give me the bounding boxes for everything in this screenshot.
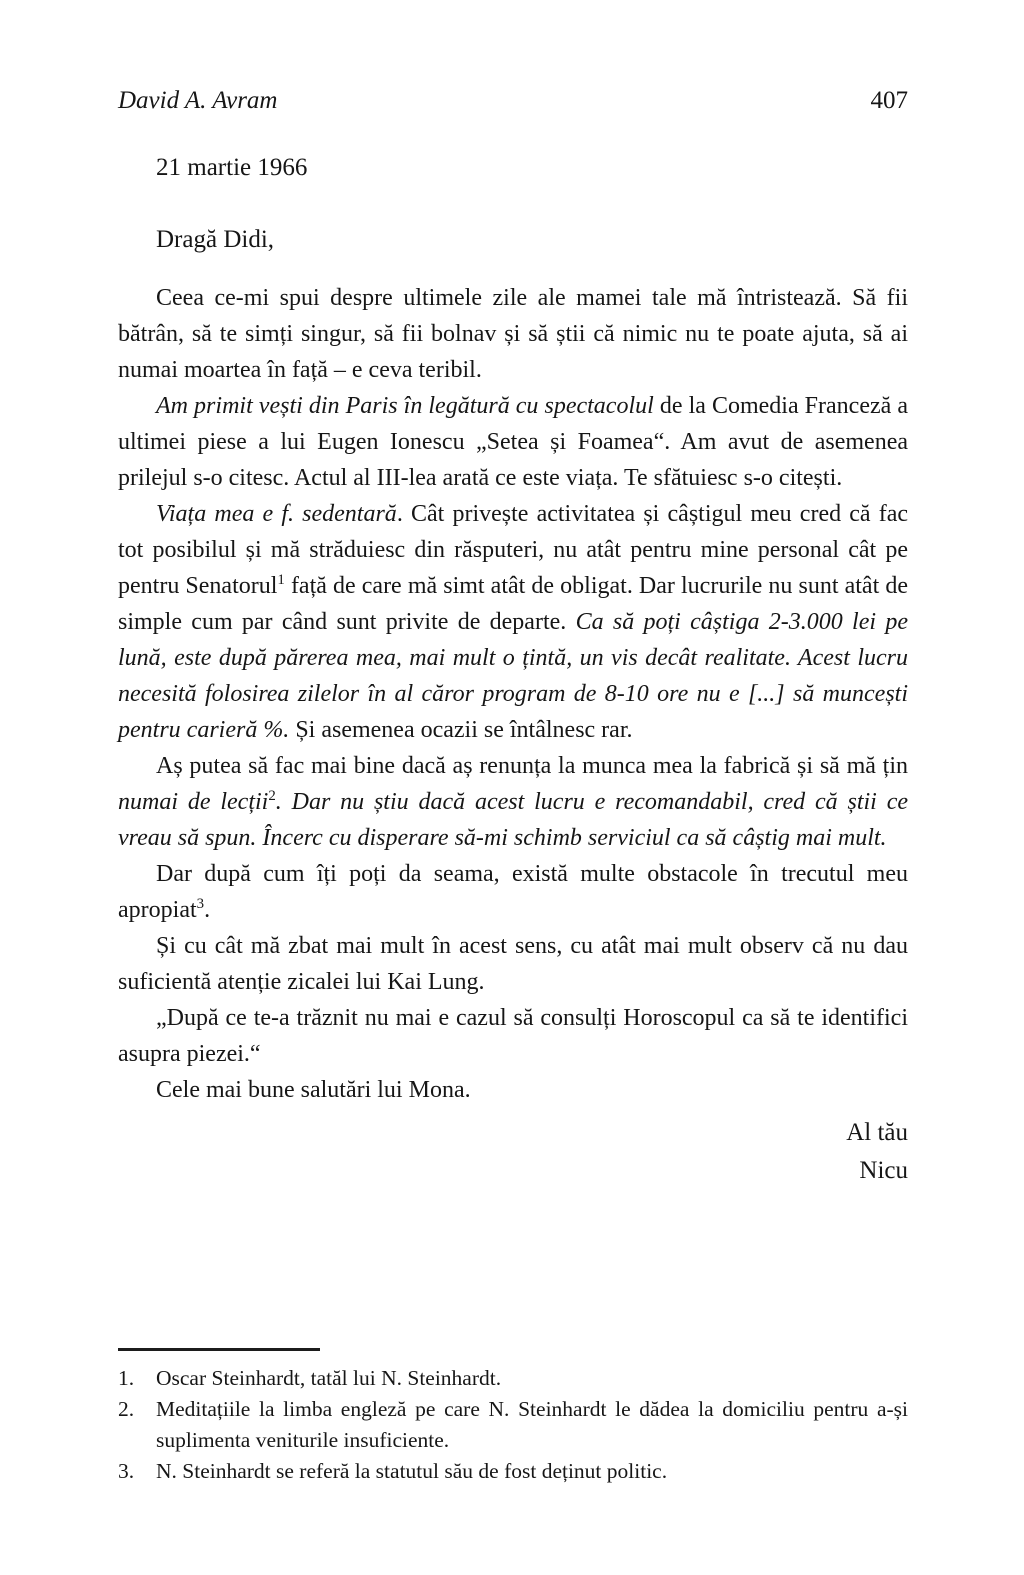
date-line: 21 martie 1966 [156,154,308,181]
signature-line-name: Nicu [859,1157,908,1184]
footnote-reference: 1 [277,572,285,588]
text-run: Dar după cum îți poți da seama, există multe obstacole în trecutul meu apropiat [118,861,908,923]
letter-paragraph [118,280,908,388]
running-header [118,86,908,116]
italic-run: numai de lecții [118,789,269,815]
letter-paragraph [118,748,908,856]
letter-paragraph [118,496,908,748]
footnote-separator [118,1348,320,1351]
footnote-area [118,1348,908,1487]
italic-run: Ca să poți câștiga 2-3.000 lei pe lună, este după părerea mea, mai mult o țintă, un vis decât realitate. Acest lucru necesită folosirea zilelor în al căror program de 8-10 ore nu e [...] să muncești pentru carieră %. [118,609,908,743]
letter-paragraph [118,928,908,1000]
text-run: Ceea ce-mi spui despre ultimele zile ale mamei tale mă întristează. Să fii bătrân, să te simți singur, să fii bolnav și să știi că nimic nu te poate ajuta, să ai numai moartea în față – e ceva teribil. [118,285,908,383]
footnote-reference: 2 [268,788,276,804]
text-run: Aș putea să fac mai bine dacă aș renunța la munca mea la fabrică și să mă țin [156,753,908,779]
footnote-reference: 3 [196,896,205,912]
footnotes-list [118,1363,908,1487]
footnote-number: 3. [118,1459,135,1483]
salutation: Dragă Didi, [156,226,275,253]
text-run: . Cât privește activitatea și câștigul meu cred că fac tot posibilul și mă străduiesc din răsputeri, nu atât pentru mine personal cât pe pentru Senatorul [118,501,909,599]
letter-paragraph [118,388,908,496]
footnote-text: Oscar Steinhardt, tatăl lui N. Steinhardt. [156,1366,502,1390]
signature-line-closing: Al tău [846,1119,908,1146]
text-run: Și asemenea ocazii se întâlnesc rar. [289,717,633,743]
letter-body [118,280,908,1108]
footnote-number: 2. [118,1397,135,1421]
page-number: 407 [870,87,908,114]
footnote-number: 1. [118,1366,135,1390]
footnote-item [118,1394,908,1456]
footnote-item [118,1363,908,1394]
footnote-text: Meditațiile la limba engleză pe care N. Steinhardt le dădea la domiciliu pentru a-și suplimenta veniturile insuficiente. [156,1397,908,1452]
italic-run: . Dar nu știu dacă acest lucru e recomandabil, cred că știi ce vreau să spun. Încerc cu disperare să-mi schimb serviciul ca să câștig mai mult. [118,789,908,851]
letter-paragraph [118,1072,908,1108]
text-run: de la Comedia Franceză a ultimei piese a lui Eugen Ionescu „Setea și Foamea“. Am avut de asemenea prilejul s-o citesc. Actul al III-lea arată ce este viața. Te sfătuiesc s-o citești. [118,393,908,491]
italic-run: Am primit vești din Paris în legătură cu spectacolul [156,393,654,419]
running-header-author: David A. Avram [118,87,278,114]
signature-block [118,1114,908,1190]
text-run: . [204,897,211,923]
text-run: Și cu cât mă zbat mai mult în acest sens, cu atât mai mult observ că nu dau suficientă atenție zicalei lui Kai Lung. [118,933,908,995]
footnote-text: N. Steinhardt se referă la statutul său de fost deținut politic. [156,1459,668,1483]
italic-run: Viața mea e f. sedentară [156,501,397,527]
footnote-item [118,1456,908,1487]
text-run: „După ce te-a trăznit nu mai e cazul să consulți Horoscopul ca să te identifici asupra piezei.“ [118,1005,908,1067]
letter-paragraph [118,856,908,928]
text-run: față de care mă simt atât de obligat. Dar lucrurile nu sunt atât de simple cum par când sunt privite de departe. [118,573,909,635]
letter-paragraph [118,1000,908,1072]
text-run: Cele mai bune salutări lui Mona. [156,1077,471,1103]
